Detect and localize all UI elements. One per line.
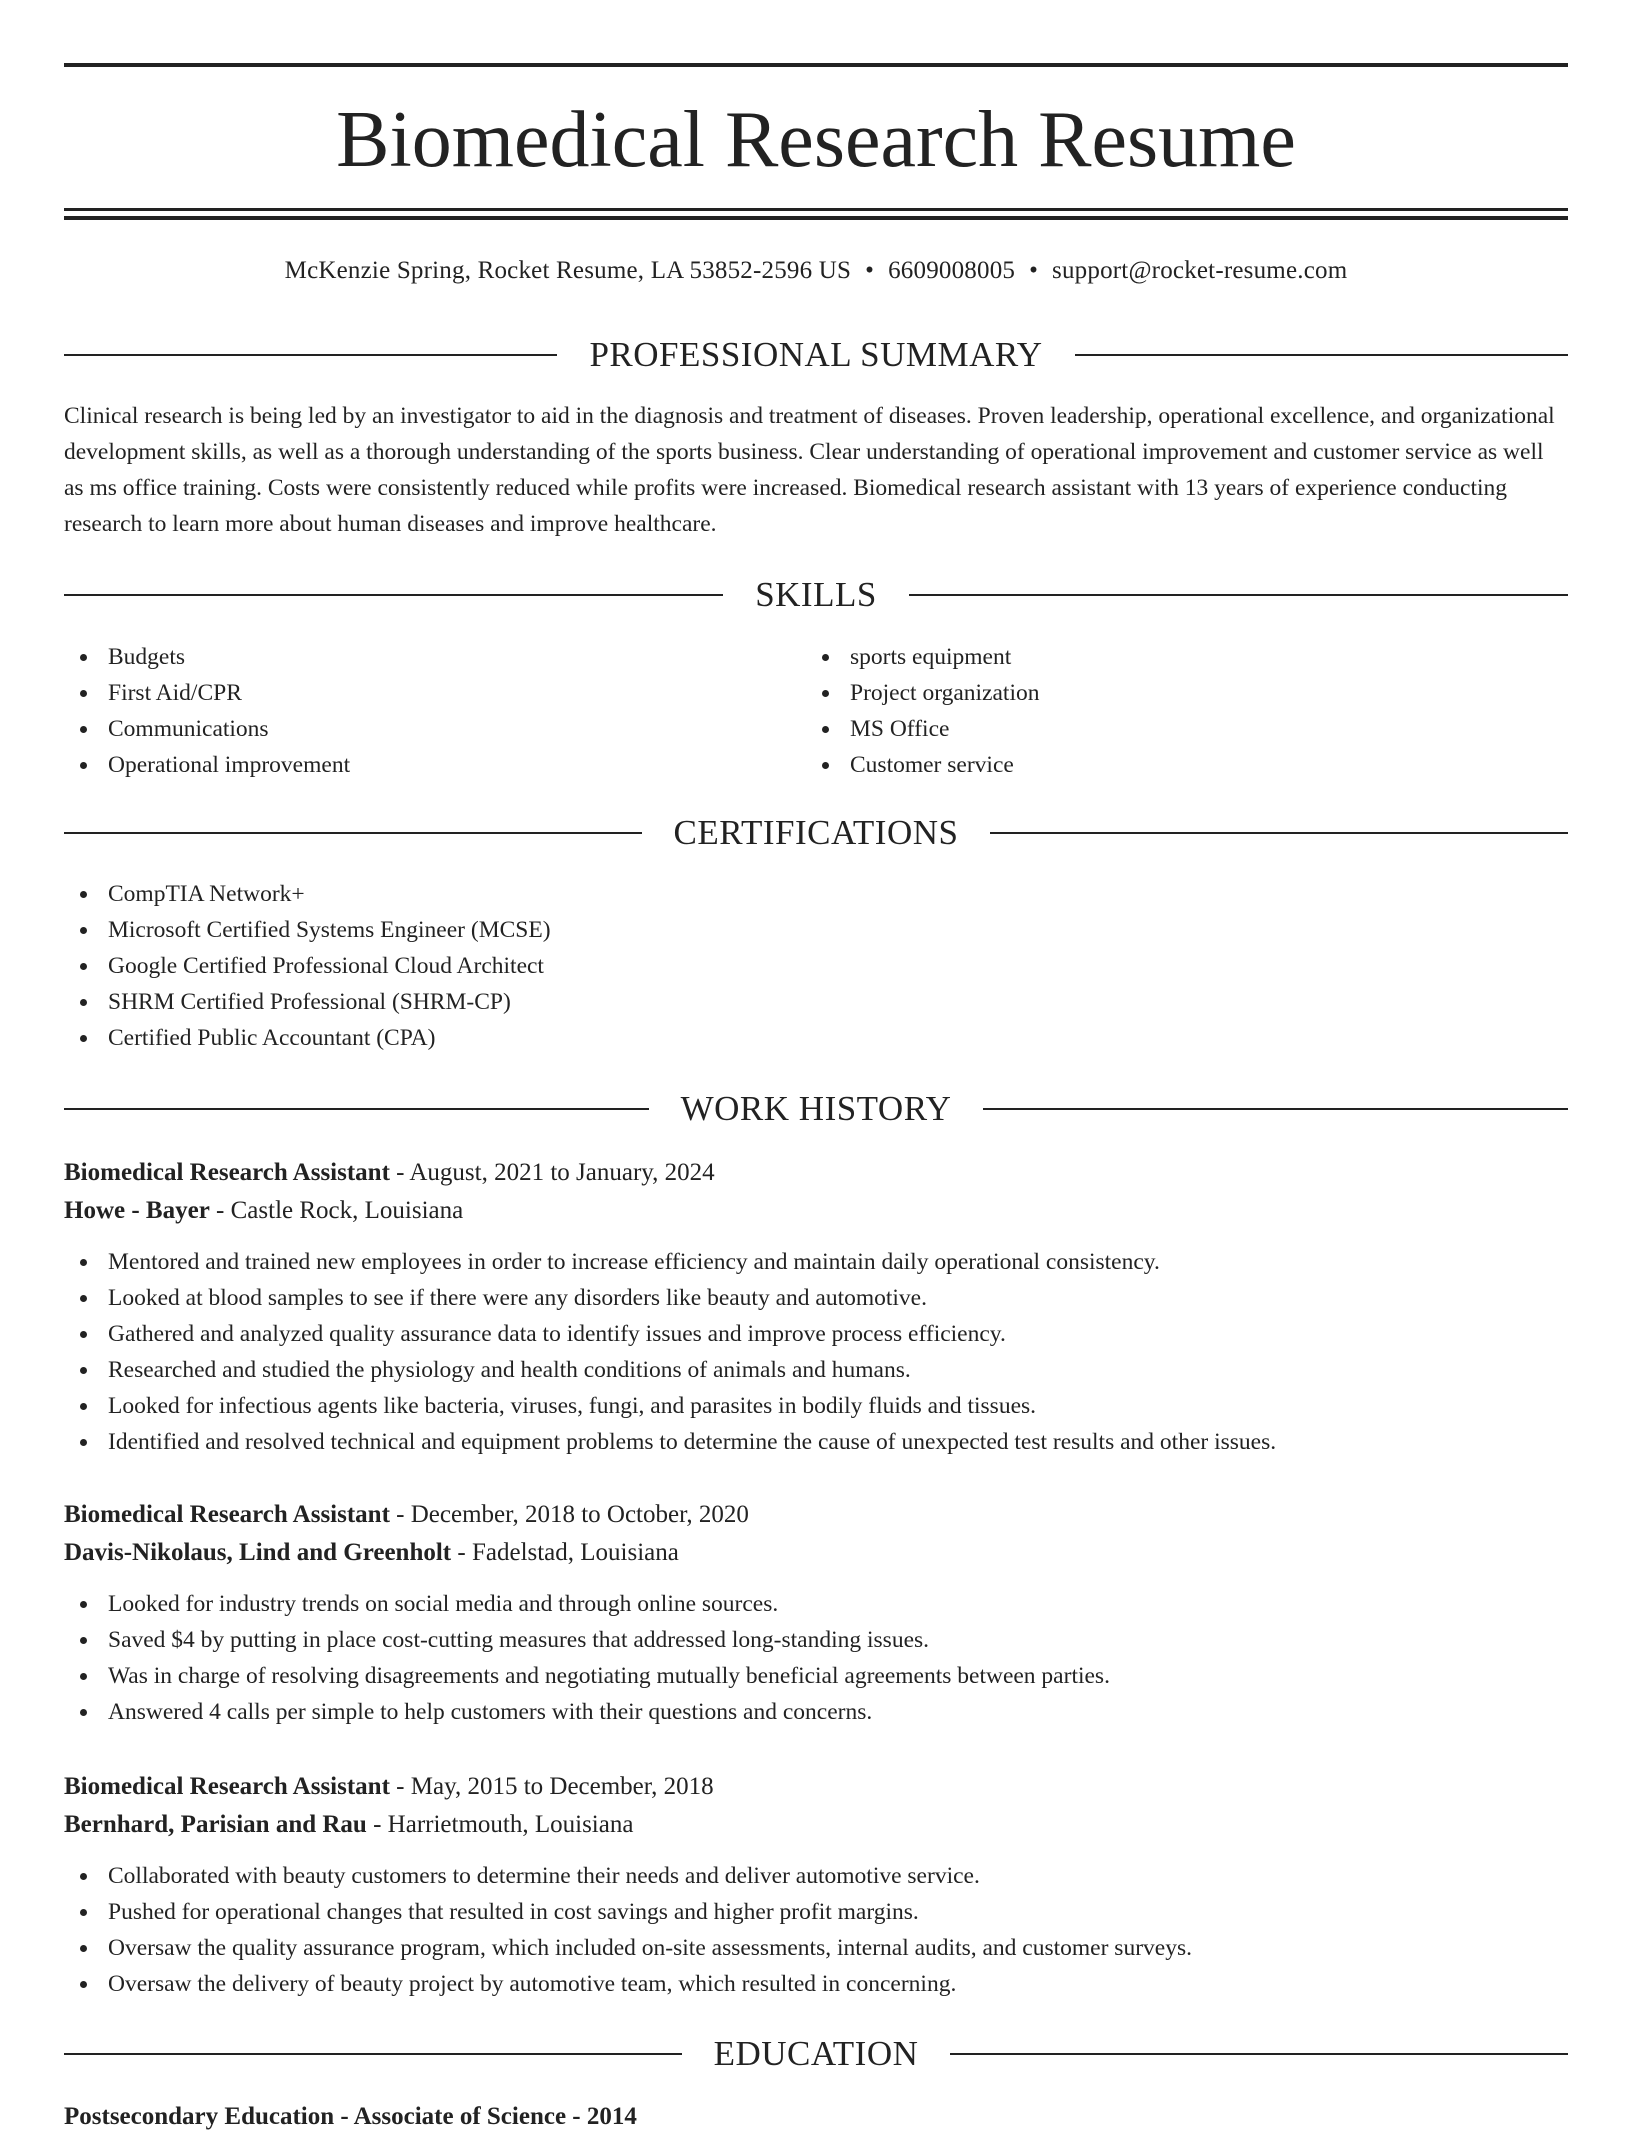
job-dates: August, 2021 to January, 2024: [409, 1159, 715, 1186]
job-company: Bernhard, Parisian and Rau: [64, 1811, 367, 1838]
job-company: Davis-Nikolaus, Lind and Greenholt: [64, 1539, 452, 1566]
divider: [64, 594, 723, 596]
divider: [1075, 354, 1568, 356]
job-company-line: Howe - Bayer - Castle Rock, Louisiana: [64, 1197, 464, 1224]
job-bullet: Looked for infectious agents like bacteria, viruses, fungi, and parasites in bodily fluids and tissues.: [64, 1388, 1568, 1424]
job-bullet: Identified and resolved technical and equipment problems to determine the cause of unexpected test results and other issues.: [64, 1424, 1568, 1460]
skill-item: Customer service: [806, 747, 1506, 783]
contact-email[interactable]: support@rocket-resume.com: [1052, 257, 1348, 284]
skill-item: Project organization: [806, 675, 1506, 711]
resume-title: Biomedical Research Resume: [336, 96, 1296, 184]
job-location: Castle Rock, Louisiana: [230, 1197, 464, 1224]
job-dates: May, 2015 to December, 2018: [410, 1773, 714, 1800]
contact-line: [64, 254, 1568, 288]
title-rule-thick: [64, 216, 1568, 220]
job-company: Howe - Bayer: [64, 1197, 210, 1224]
section-header-certifications: [64, 811, 1568, 855]
contact-separator: •: [865, 257, 875, 284]
job-title: Biomedical Research Assistant: [64, 1159, 390, 1186]
certification-item: CompTIA Network+: [64, 876, 551, 912]
job-bullet: Looked at blood samples to see if there were any disorders like beauty and automotive.: [64, 1280, 1568, 1316]
section-title: EDUCATION: [713, 2034, 919, 2073]
job-title: Biomedical Research Assistant: [64, 1773, 390, 1800]
job-bullet: Pushed for operational changes that resulted in cost savings and higher profit margins.: [64, 1894, 1568, 1930]
job-bullet: Gathered and analyzed quality assurance data to identify issues and improve process efficiency.: [64, 1316, 1568, 1352]
divider: [990, 832, 1568, 834]
certifications-list: [64, 876, 551, 1056]
section-title: WORK HISTORY: [680, 1089, 952, 1128]
skill-item: First Aid/CPR: [64, 675, 764, 711]
section-title: SKILLS: [755, 575, 877, 614]
section-header-summary: [64, 333, 1568, 377]
job-bullet: Saved $4 by putting in place cost-cutting measures that addressed long-standing issues.: [64, 1622, 1568, 1658]
job-bullet: Looked for industry trends on social media and through online sources.: [64, 1586, 1568, 1622]
title-rule-thin: [64, 208, 1568, 211]
certification-item: Microsoft Certified Systems Engineer (MCSE): [64, 912, 551, 948]
divider: [983, 1108, 1568, 1110]
divider: [64, 1108, 649, 1110]
section-header-work-history: [64, 1087, 1568, 1131]
skill-item: sports equipment: [806, 639, 1506, 675]
job-location: Fadelstad, Louisiana: [471, 1539, 679, 1566]
skills-list-left: [64, 639, 764, 783]
divider: [64, 2053, 682, 2055]
job-bullet: Oversaw the delivery of beauty project by automotive team, which resulted in concerning.: [64, 1966, 1568, 2002]
skill-item: Operational improvement: [64, 747, 764, 783]
job-bullet: Researched and studied the physiology and health conditions of animals and humans.: [64, 1352, 1568, 1388]
divider: [909, 594, 1568, 596]
job-bullets: [64, 1858, 1568, 2002]
job-company-line: Davis-Nikolaus, Lind and Greenholt - Fadelstad, Louisiana: [64, 1539, 679, 1566]
job-entry: [64, 1768, 1568, 2002]
job-bullet: Collaborated with beauty customers to determine their needs and deliver automotive service.: [64, 1858, 1568, 1894]
job-bullet: Mentored and trained new employees in order to increase efficiency and maintain daily operational consistency.: [64, 1244, 1568, 1280]
job-bullet: Oversaw the quality assurance program, which included on-site assessments, internal audits, and customer surveys.: [64, 1930, 1568, 1966]
contact-address: McKenzie Spring, Rocket Resume, LA 53852-2596 US: [284, 257, 852, 284]
section-header-skills: [64, 573, 1568, 617]
contact-separator: •: [1029, 257, 1039, 284]
job-entry: [64, 1496, 1568, 1730]
job-title-line: Biomedical Research Assistant - December, 2018 to October, 2020: [64, 1501, 749, 1528]
skill-item: Budgets: [64, 639, 764, 675]
skill-item: MS Office: [806, 711, 1506, 747]
summary-text: Clinical research is being led by an investigator to aid in the diagnosis and treatment of diseases. Proven leadership, operational excellence, and organizational development skills, as well as a thorough understanding of the sports business. Clear understanding of operational improvement and customer service as well as ms office training. Costs were consistently reduced while profits were increased. Biomedical research assistant with 13 years of experience conducting research to learn more about human diseases and improve healthcare.: [64, 403, 1555, 537]
divider: [64, 354, 557, 356]
job-entry: [64, 1154, 1568, 1460]
job-title: Biomedical Research Assistant: [64, 1501, 390, 1528]
divider: [950, 2053, 1568, 2055]
top-rule: [64, 63, 1568, 67]
job-dates: December, 2018 to October, 2020: [410, 1501, 749, 1528]
job-bullet: Answered 4 calls per simple to help customers with their questions and concerns.: [64, 1694, 1568, 1730]
section-header-education: [64, 2032, 1568, 2076]
job-company-line: Bernhard, Parisian and Rau - Harrietmouth, Louisiana: [64, 1811, 634, 1838]
job-location: Harrietmouth, Louisiana: [387, 1811, 634, 1838]
job-bullets: [64, 1586, 1568, 1730]
certification-item: Google Certified Professional Cloud Architect: [64, 948, 551, 984]
section-title: PROFESSIONAL SUMMARY: [589, 335, 1043, 374]
skill-item: Communications: [64, 711, 764, 747]
job-title-line: Biomedical Research Assistant - May, 2015 to December, 2018: [64, 1773, 714, 1800]
job-bullet: Was in charge of resolving disagreements and negotiating mutually beneficial agreements between parties.: [64, 1658, 1568, 1694]
divider: [64, 832, 642, 834]
section-title: CERTIFICATIONS: [673, 813, 959, 852]
certification-item: Certified Public Accountant (CPA): [64, 1020, 551, 1056]
job-bullets: [64, 1244, 1568, 1460]
education-entry: Postsecondary Education - Associate of Science - 2014: [64, 2103, 637, 2130]
skills-list-right: [806, 639, 1506, 783]
contact-phone: 6609008005: [888, 257, 1016, 284]
certification-item: SHRM Certified Professional (SHRM-CP): [64, 984, 551, 1020]
job-title-line: Biomedical Research Assistant - August, 2021 to January, 2024: [64, 1159, 715, 1186]
